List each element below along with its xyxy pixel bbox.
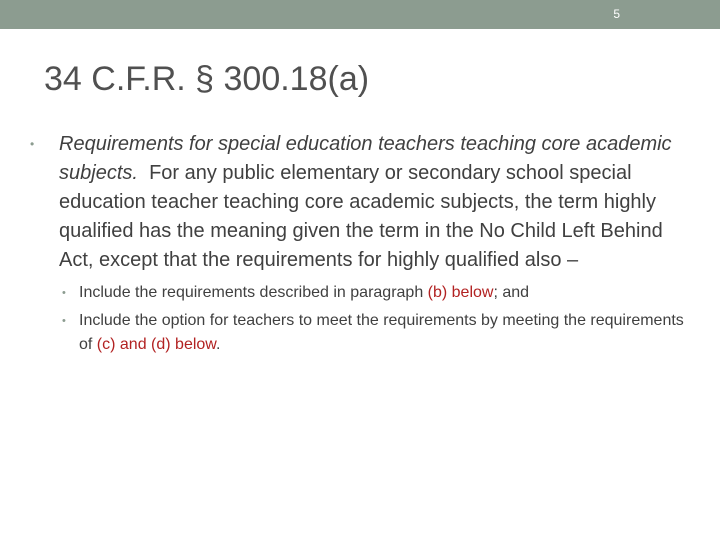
bullet-icon: •	[62, 287, 66, 299]
sub-point-text-end: .	[215, 336, 221, 353]
sub-point	[30, 309, 690, 357]
slide-body	[30, 130, 690, 361]
paragraph-reference: (c) and (d) below	[96, 336, 216, 353]
main-point-lead: Requirements for special education teachers teaching core academic subjects.	[59, 133, 672, 184]
slide-title: 34 C.F.R. § 300.18(a)	[44, 60, 370, 98]
bullet-icon: •	[30, 137, 35, 151]
slide-number: 5	[613, 7, 620, 21]
sub-point-text-end: ; and	[493, 284, 530, 301]
paragraph-reference: (b) below	[427, 284, 494, 301]
sub-point-text: Include the requirements described in paragraph	[79, 284, 428, 301]
sub-point	[30, 281, 690, 305]
main-point-text: For any public elementary or secondary school special education teacher teaching core academic subjects, the term highly qualified has the meaning given the term in the No Child Left Behind Act, except that the requirements for highly qualified also –	[59, 162, 663, 271]
main-point	[30, 130, 690, 275]
top-bar	[0, 0, 720, 29]
bullet-icon: •	[62, 315, 66, 327]
sub-point-list	[30, 281, 690, 357]
sub-point-text: Include the option for teachers to meet the requirements by meeting the requirements of	[79, 312, 684, 353]
